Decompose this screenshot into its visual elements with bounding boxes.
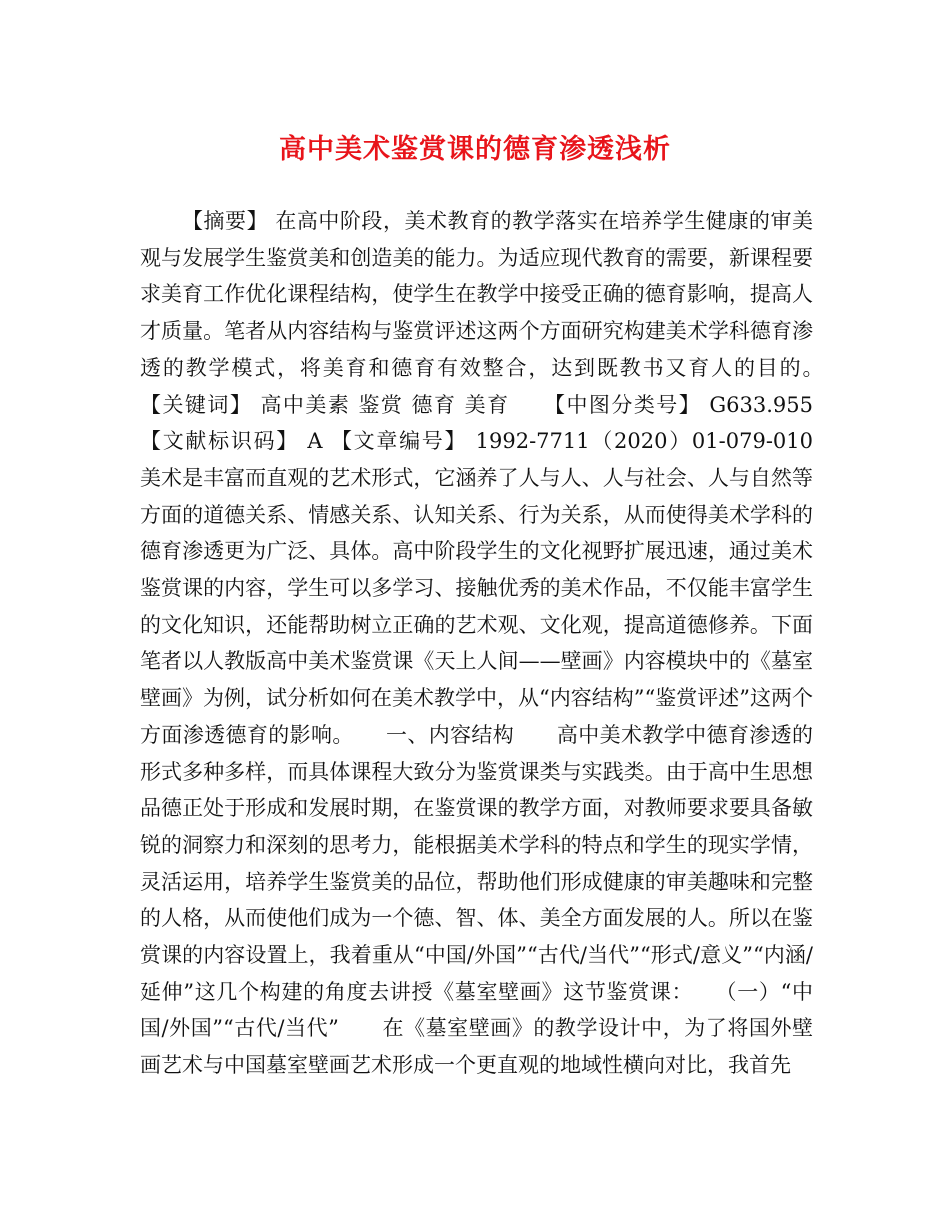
document-body: 【摘要】 在高中阶段，美术教育的教学落实在培养学生健康的审美观与发展学生鉴赏美和创造美的能力。为适应现代教育的需要，新课程要求美育工作优化课程结构，使学生在教学中接受正确的德育影响，提高人才质量。笔者从内容结构与鉴赏评述这两个方面研究构建美术学科德育渗透的教学模式，将美育和德育有效整合，达到既教书又育人的目的。 【关键词】 高中美素 鉴赏 德育 美育 【中图分类号】 G633.955 【文献标识码】 A 【文章编号】 1992-7711（2020）01-079-010 美术是丰富而直观的艺术形式，它涵养了人与人、人与社会、人与自然等方面的道德关系、情感关系、认知关系、行为关系，从而使得美术学科的德育渗透更为广泛、具体。高中阶段学生的文化视野扩展迅速，通过美术鉴赏课的内容，学生可以多学习、接触优秀的美术作品，不仅能丰富学生的文化知识，还能帮助树立正确的艺术观、文化观，提高道德修养。下面笔者以人教版高中美术鉴赏课《天上人间——壁画》内容模块中的《墓室壁画》为例，试分析如何在美术教学中，从“内容结构”“鉴赏评述”这两个方面渗透德育的影响。 一、内容结构 高中美术教学中德育渗透的形式多种多样，而具体课程大致分为鉴赏课类与实践类。由于高中生思想品德正处于形成和发展时期，在鉴赏课的教学方面，对教师要求要具备敏锐的洞察力和深刻的思考力，能根据美术学科的特点和学生的现实学情，灵活运用，培养学生鉴赏美的品位，帮助他们形成健康的审美趣味和完整的人格，从而使他们成为一个德、智、体、美全方面发展的人。所以在鉴赏课的内容设置上，我着重从“中国/外国”“古代/当代”“形式/意义”“内涵/延伸”这几个构建的角度去讲授《墓室壁画》这节鉴赏课： （一）“中国/外国”“古代/当代” 在《墓室壁画》的教学设计中，为了将国外壁画艺术与中国墓室壁画艺术形成一个更直观的地域性横向对比，我首先 bbox=[140, 209, 855, 1078]
document-title: 高中美术鉴赏课的德育渗透浅析 bbox=[279, 134, 671, 165]
